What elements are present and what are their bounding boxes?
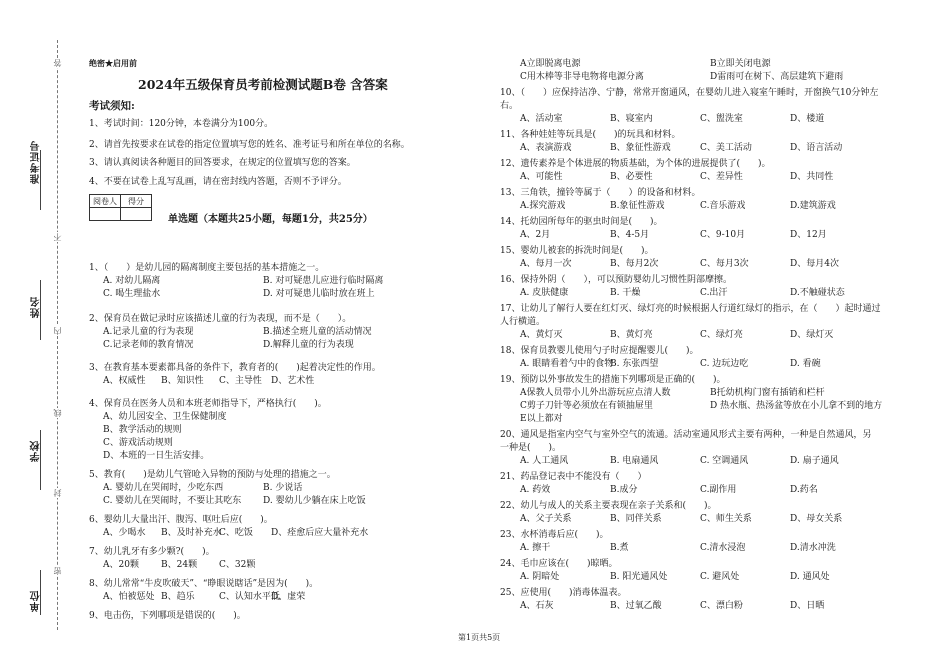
answer-option[interactable]: A、少喝水 — [103, 528, 146, 538]
answer-option[interactable]: A. 婴幼儿在哭闹时，少吃东西 — [103, 483, 224, 493]
answer-option[interactable]: D 热水瓶、热汤盆等放在小儿拿不到的地方 — [710, 401, 883, 411]
answer-option[interactable]: A.记录儿童的行为表现 — [103, 327, 194, 337]
answer-option[interactable]: A、表演游戏 — [520, 143, 572, 153]
question-stem: 3、在教育基本要素都具备的条件下，教育者的( )起着决定性的作用。 — [89, 363, 381, 373]
option-row — [500, 71, 920, 84]
answer-option[interactable]: B. 东张西望 — [610, 359, 659, 369]
answer-option[interactable]: C、吃饭 — [219, 528, 253, 538]
answer-option[interactable]: B、寝室内 — [610, 114, 653, 124]
question-stem: 10、（ ）应保持洁净、宁静，常常开窗通风，在婴幼儿进入寝室午睡时，开窗换气10分钟左 — [500, 88, 879, 98]
answer-option[interactable]: B. 电扇通风 — [610, 456, 659, 466]
answer-option[interactable]: C、认知水平低 — [219, 592, 280, 602]
question — [500, 345, 920, 371]
question-column-right — [500, 58, 920, 616]
answer-option[interactable]: B.成分 — [610, 485, 638, 495]
option-row — [89, 482, 469, 495]
question-stem: 11、各种娃娃等玩具是( )的玩具和材料。 — [500, 130, 681, 140]
option-row — [500, 542, 920, 555]
answer-option[interactable]: C.记录老师的教育情况 — [103, 340, 194, 350]
page-title: 2024年五级保育员考前检测试题B卷 含答案 — [138, 77, 388, 92]
answer-option[interactable]: A. 药效 — [520, 485, 551, 495]
question — [500, 87, 920, 126]
question — [89, 578, 469, 604]
answer-option[interactable]: D.清水冲洗 — [790, 543, 836, 553]
option-row — [500, 200, 920, 213]
question-stem: 17、让幼儿了解行人要在红灯灭、绿灯亮的时候根据人行道红绿灯的指示，在（ ）起时通过 — [500, 304, 881, 314]
answer-option[interactable]: D.不触碰状态 — [790, 288, 845, 298]
answer-option[interactable]: B、知识性 — [161, 376, 204, 386]
question — [500, 471, 920, 497]
answer-option[interactable]: D.药名 — [790, 485, 818, 495]
answer-option[interactable]: D. 看碗 — [790, 359, 821, 369]
question — [500, 129, 920, 155]
question — [500, 187, 920, 213]
question — [500, 158, 920, 184]
option-row — [89, 559, 469, 572]
question-stem: 19、预防以外事故发生的措施下列哪项是正确的( )。 — [500, 375, 726, 385]
reviewer-cell[interactable] — [90, 208, 121, 221]
option-row — [89, 527, 469, 540]
option-row — [500, 113, 920, 126]
question-stem: 21、药品登记表中不能没有（ ） — [500, 472, 647, 482]
seal-mark: 答 — [53, 59, 62, 67]
question-stem: 24、毛巾应该在( )晾晒。 — [500, 559, 618, 569]
answer-option[interactable]: A、父子关系 — [520, 514, 572, 524]
answer-option[interactable]: B、教学活动的规则 — [103, 425, 182, 435]
question — [500, 303, 920, 342]
question — [89, 398, 469, 463]
answer-option[interactable]: B.描述全班儿童的活动情况 — [263, 327, 372, 337]
answer-option[interactable]: A. 眼睛看着勺中的食物 — [520, 359, 614, 369]
answer-option[interactable]: A保教人员带小儿外出游玩应点清人数 — [520, 388, 671, 398]
answer-option[interactable]: C、32颗 — [219, 560, 256, 570]
answer-option[interactable]: C. 避风处 — [700, 572, 740, 582]
answer-option[interactable]: C、盥洗室 — [700, 114, 743, 124]
option-row — [500, 229, 920, 242]
option-row — [500, 600, 920, 613]
question-stem: 1、（ ）是幼儿园的隔离制度主要包括的基本措施之一。 — [89, 263, 325, 273]
question — [500, 558, 920, 584]
answer-option[interactable]: A、2月 — [520, 230, 551, 240]
notice-item: 1、考试时间：120分钟，本卷满分为100分。 — [89, 119, 274, 129]
answer-option[interactable]: B、趋乐 — [161, 592, 195, 602]
answer-option[interactable]: C. 喝生理盐水 — [103, 289, 161, 299]
answer-option[interactable]: B. 对可疑患儿应进行临时隔离 — [263, 276, 384, 286]
answer-option[interactable]: A.探究游戏 — [520, 201, 566, 211]
question — [500, 587, 920, 613]
answer-option[interactable]: E以上都对 — [520, 414, 563, 424]
option-row — [500, 513, 920, 526]
question-stem: 4、保育员在医务人员和本班老师指导下，严格执行( )。 — [89, 399, 327, 409]
answer-option[interactable]: D. 通风处 — [790, 572, 830, 582]
question — [500, 429, 920, 468]
notice-item: 2、请首先按要求在试卷的指定位置填写您的姓名、准考证号和所在单位的名称。 — [89, 140, 410, 150]
answer-option[interactable]: A、20颗 — [103, 560, 139, 570]
answer-option[interactable]: C.副作用 — [700, 485, 737, 495]
question-stem: 右。 — [500, 101, 519, 111]
answer-option[interactable]: C用木棒等非导电物将电源分离 — [520, 72, 644, 82]
score-table — [89, 194, 152, 221]
unit-label: 单位 — [31, 590, 42, 612]
answer-option[interactable]: B、象征性游戏 — [610, 143, 671, 153]
exam-id-label: 准考证号 — [31, 140, 42, 184]
answer-option[interactable]: B.象征性游戏 — [610, 201, 665, 211]
answer-option[interactable]: A、黄灯灭 — [520, 330, 563, 340]
option-row — [500, 571, 920, 584]
question — [500, 216, 920, 242]
answer-option[interactable]: C.清水浸泡 — [700, 543, 746, 553]
answer-option[interactable]: D. 婴幼儿少躺在床上吃饭 — [263, 496, 366, 506]
notice-item: 3、请认真阅读各种题目的回答要求，在规定的位置填写您的答案。 — [89, 158, 356, 168]
notice-item: 4、不要在试卷上乱写乱画，请在密封线内答题，否则不予评分。 — [89, 177, 347, 187]
page-number: 第1页共5页 — [458, 633, 501, 642]
answer-option[interactable]: C、美工活动 — [700, 143, 752, 153]
question-stem: 18、保育员教婴儿使用勺子时应提醒婴儿( )。 — [500, 346, 699, 356]
notice-heading: 考试须知: — [89, 100, 135, 112]
answer-option[interactable]: A、活动室 — [520, 114, 563, 124]
answer-option[interactable]: D、12月 — [790, 230, 827, 240]
answer-option[interactable]: B、过氧乙酸 — [610, 601, 662, 611]
answer-option[interactable]: D、母女关系 — [790, 514, 843, 524]
question-stem: 15、婴幼儿被套的拆洗时间是( )。 — [500, 246, 654, 256]
answer-option[interactable]: C.出汗 — [700, 288, 728, 298]
answer-option[interactable]: C剪子刀针等必须放在有锁抽屉里 — [520, 401, 653, 411]
name-label: 姓名 — [31, 296, 42, 318]
option-row — [89, 424, 469, 437]
question — [89, 313, 469, 352]
answer-option[interactable]: D、痊愈后应大量补充水 — [271, 528, 369, 538]
option-row — [500, 287, 920, 300]
answer-option[interactable]: B、每月2次 — [610, 259, 659, 269]
option-row — [89, 339, 469, 352]
question-stem: 22、幼儿与成人的关系主要表现在亲子关系和( )。 — [500, 501, 717, 511]
answer-option[interactable]: D.建筑游戏 — [790, 201, 836, 211]
option-row — [500, 400, 920, 413]
answer-option[interactable]: B、24颗 — [161, 560, 198, 570]
answer-option[interactable]: D.解释儿童的行为表现 — [263, 340, 354, 350]
answer-option[interactable]: C、差异性 — [700, 172, 743, 182]
answer-option[interactable]: A立即脱离电源 — [520, 59, 581, 69]
question-stem: 5、教育( )是幼儿气管呛入异物的预防与处理的措施之一。 — [89, 470, 336, 480]
question-stem: 23、水杯消毒后应( )。 — [500, 530, 609, 540]
option-row — [89, 591, 469, 604]
question — [500, 58, 920, 84]
answer-option[interactable]: B托幼机构门窗有插销和栏杆 — [710, 388, 825, 398]
seal-mark: 不 — [53, 233, 62, 241]
option-row — [89, 288, 469, 301]
answer-option[interactable]: B. 干燥 — [610, 288, 641, 298]
answer-option[interactable]: A、怕被惩处 — [103, 592, 155, 602]
answer-option[interactable]: B立即关闭电源 — [710, 59, 771, 69]
answer-option[interactable]: A. 阴暗处 — [520, 572, 560, 582]
option-row — [500, 413, 920, 426]
question-stem: 14、托幼园所每年的驱虫时间是( )。 — [500, 217, 663, 227]
question — [89, 514, 469, 540]
question-stem: 6、婴幼儿大量出汗、腹泻、呕吐后应( )。 — [89, 515, 273, 525]
question-stem: 一种是( )。 — [500, 443, 562, 453]
option-row — [500, 455, 920, 468]
section-title: 单选题（本题共25小题，每题1分，共25分） — [168, 214, 373, 225]
answer-option[interactable]: D、艺术性 — [271, 376, 315, 386]
score-cell[interactable] — [121, 208, 152, 221]
answer-option[interactable]: C、9-10月 — [700, 230, 746, 240]
answer-option[interactable]: A、权威性 — [103, 376, 146, 386]
answer-option[interactable]: A、每月一次 — [520, 259, 572, 269]
answer-option[interactable]: A. 擦干 — [520, 543, 551, 553]
answer-option[interactable]: D、本班的一日生活安排。 — [103, 451, 210, 461]
answer-option[interactable]: A. 人工通风 — [520, 456, 569, 466]
option-row — [89, 450, 469, 463]
question — [500, 245, 920, 271]
question-stem: 9、电击伤，下列哪项是错误的( )。 — [89, 611, 246, 621]
answer-option[interactable]: D. 对可疑患儿临时放在班上 — [263, 289, 375, 299]
answer-option[interactable]: A. 对幼儿隔离 — [103, 276, 161, 286]
answer-option[interactable]: D、楼道 — [790, 114, 825, 124]
option-row — [500, 387, 920, 400]
answer-option[interactable]: D、每月4次 — [790, 259, 839, 269]
option-row — [500, 258, 920, 271]
option-row — [89, 411, 469, 424]
answer-option[interactable]: C. 婴幼儿在哭闹时，不要让其吃东 — [103, 496, 242, 506]
school-label: 学校 — [31, 440, 42, 462]
answer-option[interactable]: C. 空调通风 — [700, 456, 749, 466]
question — [500, 529, 920, 555]
question — [89, 362, 469, 388]
option-row — [89, 275, 469, 288]
answer-option[interactable]: B、同伴关系 — [610, 514, 662, 524]
question-stem: 20、通风是指室内空气与室外空气的流通。活动室通风形式主要有两种，一种是自然通风，另 — [500, 430, 872, 440]
answer-option[interactable]: D雷雨可在树下、高层建筑下避雨 — [710, 72, 844, 82]
seal-mark: 密 — [53, 567, 62, 575]
seal-mark: 内 — [53, 327, 62, 335]
seal-mark: 封 — [53, 489, 62, 497]
answer-option[interactable]: D、共同性 — [790, 172, 834, 182]
answer-option[interactable]: C、漂白粉 — [700, 601, 743, 611]
question — [89, 262, 469, 301]
question — [89, 469, 469, 508]
question-stem: 25、应使用( )消毒体温表。 — [500, 588, 627, 598]
answer-option[interactable]: D、虚荣 — [271, 592, 306, 602]
answer-option[interactable]: B. 阳光通风处 — [610, 572, 668, 582]
answer-option[interactable]: C、绿灯亮 — [700, 330, 743, 340]
question-stem: 16、保持外阴（ ），可以预防婴幼儿习惯性阴部摩擦。 — [500, 275, 732, 285]
answer-option[interactable]: C. 边玩边吃 — [700, 359, 749, 369]
option-row — [500, 329, 920, 342]
seal-mark: 线 — [53, 409, 62, 417]
answer-option[interactable]: B、必要性 — [610, 172, 653, 182]
question — [500, 500, 920, 526]
answer-option[interactable]: D. 扇子通风 — [790, 456, 839, 466]
answer-option[interactable]: A、可能性 — [520, 172, 563, 182]
question-stem: 7、幼儿乳牙有多少颗?( )。 — [89, 547, 215, 557]
answer-option[interactable]: C、每月3次 — [700, 259, 749, 269]
option-row — [500, 58, 920, 71]
reviewer-header: 阅卷人 — [90, 195, 121, 208]
question-column-left — [89, 262, 469, 623]
answer-option[interactable]: B、及时补充水 — [161, 528, 222, 538]
answer-option[interactable]: D、绿灯灭 — [790, 330, 834, 340]
question — [89, 610, 469, 623]
secret-label: 绝密★启用前 — [89, 58, 137, 68]
binding-margin — [0, 0, 80, 671]
option-row — [500, 142, 920, 155]
score-header: 得分 — [121, 195, 152, 208]
answer-option[interactable]: B、4-5月 — [610, 230, 650, 240]
option-row — [89, 495, 469, 508]
answer-option[interactable]: B. 少说话 — [263, 483, 303, 493]
question-stem: 12、遗传素养是个体进展的物质基础，为个体的进展提供了( )。 — [500, 159, 771, 169]
answer-option[interactable]: C、主导性 — [219, 376, 262, 386]
question — [89, 546, 469, 572]
question-stem: 8、幼儿常常“牛皮吹破天”、“睁眼说瞎话”是因为( )。 — [89, 579, 319, 589]
question — [500, 274, 920, 300]
question-stem: 人行横道。 — [500, 317, 546, 327]
question — [500, 374, 920, 426]
option-row — [89, 326, 469, 339]
option-row — [89, 437, 469, 450]
answer-option[interactable]: C、师生关系 — [700, 514, 752, 524]
answer-option[interactable]: A、幼儿园安全、卫生保健制度 — [103, 412, 227, 422]
option-row — [500, 171, 920, 184]
answer-option[interactable]: D、语言活动 — [790, 143, 843, 153]
answer-option[interactable]: B.煮 — [610, 543, 629, 553]
option-row — [500, 358, 920, 371]
question-stem: 13、三角铁，撞铃等属于（ ）的设备和材料。 — [500, 188, 701, 198]
answer-option[interactable]: B、黄灯亮 — [610, 330, 653, 340]
answer-option[interactable]: D、日晒 — [790, 601, 825, 611]
question-stem: 2、保育员在做记录时应该描述儿童的行为表现，而不是（ ）。 — [89, 314, 352, 324]
answer-option[interactable]: A. 皮肤健康 — [520, 288, 569, 298]
option-row — [500, 484, 920, 497]
answer-option[interactable]: C、游戏活动规则 — [103, 438, 173, 448]
answer-option[interactable]: C.音乐游戏 — [700, 201, 746, 211]
answer-option[interactable]: A、石灰 — [520, 601, 554, 611]
option-row — [89, 375, 469, 388]
